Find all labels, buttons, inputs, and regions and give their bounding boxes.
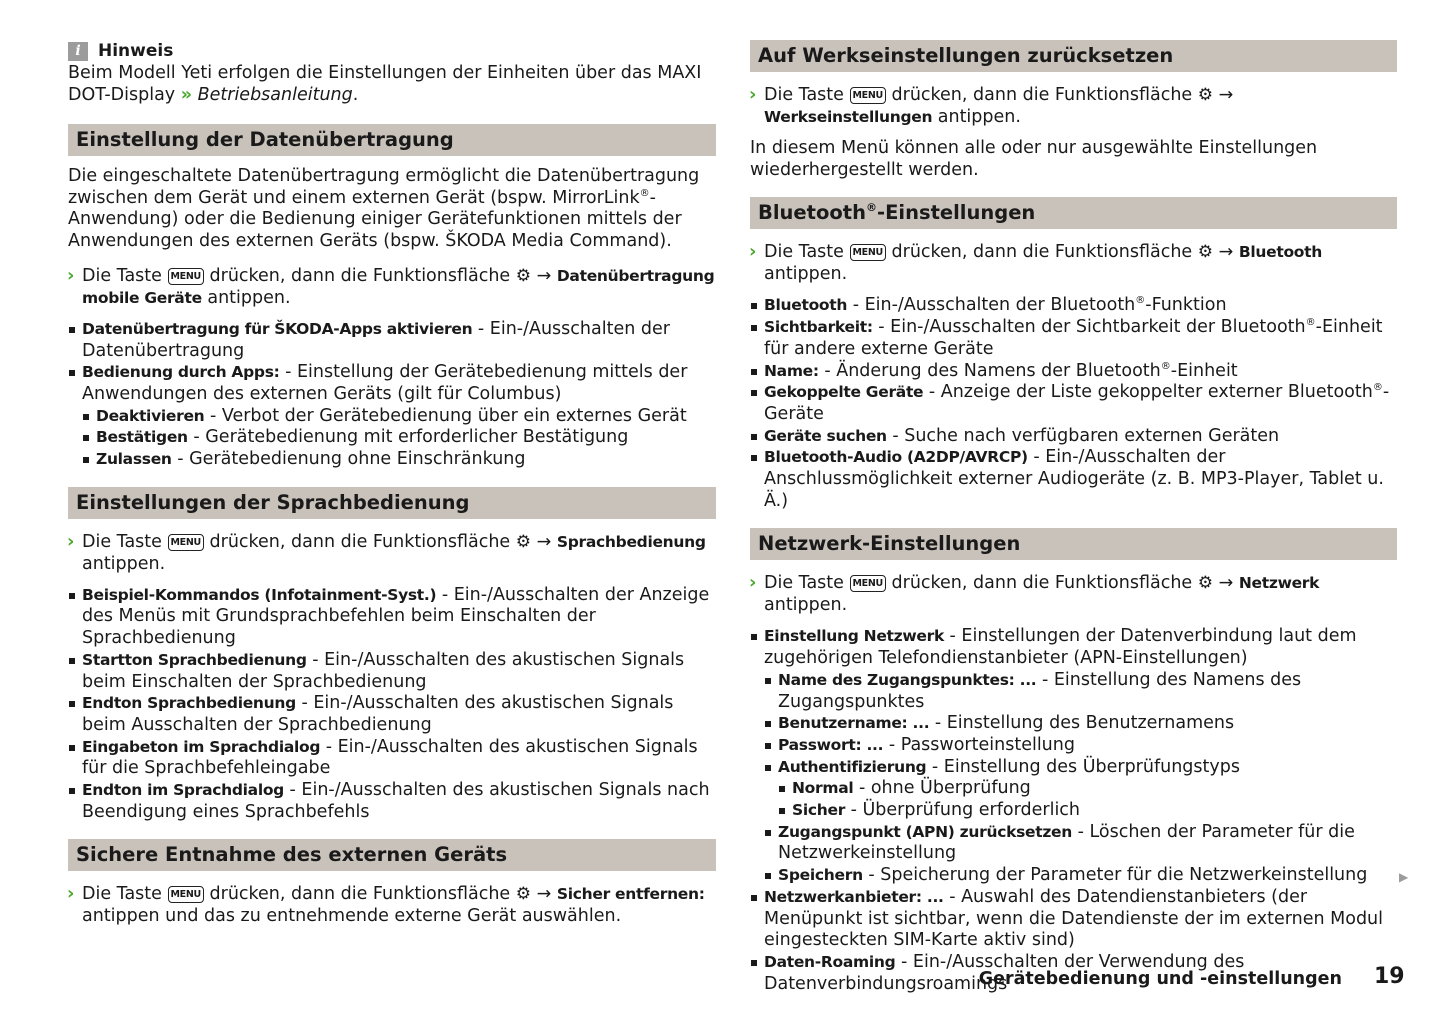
arrow-icon: →: [1218, 242, 1234, 263]
option-name: Speichern: [778, 866, 863, 885]
step-text: drücken, dann die Funktionsfläche: [891, 242, 1193, 263]
function-button-label: Sprachbedienung: [556, 532, 706, 551]
step-text: drücken, dann die Funktionsfläche: [891, 85, 1193, 105]
step-text: Die Taste: [764, 573, 844, 594]
section-heading: Netzwerk-Einstellungen: [750, 528, 1397, 560]
option-name: Passwort: ...: [778, 735, 884, 754]
option-name: Benutzername: ...: [778, 714, 930, 733]
right-column: [750, 40, 1397, 1011]
option-name: Endton Sprachbedienung: [82, 694, 296, 713]
option-name: Zulassen: [96, 450, 172, 469]
option-name: Geräte suchen: [764, 426, 887, 445]
option-name: Eingabeton im Sprachdialog: [82, 737, 321, 756]
section-sprachbedienung: [68, 487, 716, 824]
option-list: [750, 626, 1397, 995]
list-item: [778, 800, 1397, 822]
settings-gear-icon: ⚙: [515, 265, 532, 286]
step-chevron-icon: ›: [67, 530, 75, 552]
list-item: [68, 780, 716, 823]
option-description: -Einheit: [1170, 360, 1238, 381]
section-datenuebertragung: [68, 124, 716, 471]
list-item: [750, 382, 1397, 425]
step-text: Die Taste: [764, 242, 844, 263]
option-name: Datenübertragung für ŠKODA-Apps aktivieren: [82, 319, 473, 338]
option-description: - Gerätebedienung mit erforderlicher Bestätigung: [187, 427, 629, 448]
option-description: - Einstellung des Namens des Zugangspunktes: [778, 669, 1302, 712]
step-chevron-icon: ›: [749, 84, 757, 105]
menu-key-icon: MENU: [850, 244, 886, 261]
step-text: drücken, dann die Funktionsfläche: [209, 265, 511, 286]
list-item: [764, 713, 1397, 735]
option-description: - Gerätebedienung ohne Einschränkung: [171, 449, 526, 470]
option-description: -Einheit für andere externe Geräte: [764, 317, 1383, 359]
list-item: [750, 426, 1397, 448]
info-icon: i: [68, 42, 88, 61]
option-name: Sicher: [792, 801, 846, 820]
reference-chevron-icon: »: [180, 85, 193, 105]
arrow-icon: →: [1218, 573, 1234, 594]
section-heading: [750, 197, 1397, 229]
option-description: - Ein-/Ausschalten der Sichtbarkeit der Bluetooth: [872, 317, 1306, 338]
settings-gear-icon: ⚙: [515, 531, 532, 552]
instruction-step: [68, 531, 716, 575]
menu-key-icon: MENU: [850, 87, 886, 104]
section-heading: Einstellung der Datenübertragung: [68, 124, 716, 156]
list-item: [750, 887, 1397, 952]
list-item: [68, 319, 716, 362]
note-text: [68, 62, 716, 106]
list-item: [750, 447, 1397, 512]
menu-key-icon: MENU: [168, 886, 204, 903]
option-list: [68, 319, 716, 471]
option-description: - ohne Überprüfung: [853, 778, 1031, 799]
list-item: [82, 406, 716, 428]
option-description: - Ein-/Ausschalten der Datenübertragung: [82, 318, 670, 361]
registered-mark: ®: [1160, 360, 1171, 372]
option-description: - Einstellung des Überprüfungstyps: [926, 756, 1240, 777]
list-item: [750, 317, 1397, 360]
settings-gear-icon: ⚙: [1197, 573, 1214, 594]
arrow-icon: →: [536, 531, 552, 552]
option-name: Zugangspunkt (APN) zurücksetzen: [778, 822, 1073, 841]
list-item: [68, 362, 716, 405]
menu-key-icon: MENU: [168, 268, 204, 285]
menu-key-icon: MENU: [168, 534, 204, 551]
option-description: - Verbot der Gerätebedienung über ein externes Gerät: [204, 405, 687, 426]
registered-mark: ®: [1372, 382, 1383, 394]
option-name: Beispiel-Kommandos (Infotainment-Syst.): [82, 585, 437, 604]
note-title: Hinweis: [98, 41, 174, 61]
step-text: Die Taste: [764, 85, 844, 105]
footer-chapter-title: Gerätebedienung und -einstellungen: [978, 969, 1342, 989]
list-item: [764, 670, 1397, 713]
registered-mark: ®: [865, 201, 877, 215]
section-paragraph: [68, 166, 716, 253]
menu-key-icon: MENU: [850, 575, 886, 592]
option-description: - Ein-/Ausschalten des akustischen Signals beim Ausschalten der Sprachbedienung: [82, 693, 674, 735]
option-name: Sichtbarkeit:: [764, 318, 873, 337]
page-number: 19: [1374, 964, 1405, 989]
step-chevron-icon: ›: [749, 241, 757, 263]
option-description: - Suche nach verfügbaren externen Geräten: [886, 425, 1280, 446]
step-text: Die Taste: [82, 884, 162, 905]
list-item: [764, 822, 1397, 865]
option-description: - Ein-/Ausschalten der Verwendung des Datenverbindungsroamings: [764, 951, 1245, 994]
heading-text: -Einstellungen: [876, 201, 1036, 225]
list-item: [68, 737, 716, 780]
option-name: Deaktivieren: [96, 406, 205, 425]
option-name: Bluetooth: [764, 296, 848, 315]
option-name: Bluetooth-Audio (A2DP/AVRCP): [764, 448, 1028, 467]
continue-arrow-icon: ▶: [1399, 870, 1409, 884]
settings-gear-icon: ⚙: [1197, 85, 1214, 105]
section-bluetooth: [750, 197, 1397, 512]
step-text: Die Taste: [82, 265, 162, 286]
registered-mark: ®: [1135, 295, 1146, 307]
option-description: - Änderung des Namens der Bluetooth: [818, 360, 1161, 381]
option-description: - Einstellungen der Datenverbindung laut dem zugehörigen Telefondienstanbieter (APN-Einstellungen): [764, 626, 1357, 669]
function-button-label: Werkseinstellungen: [764, 108, 933, 126]
option-description: - Ein-/Ausschalten der Anschlussmöglichkeit externer Audiogeräte (z. B. MP3-Player, Tablet u. Ä.): [764, 447, 1384, 511]
instruction-step: [750, 84, 1397, 128]
note-header: [68, 40, 716, 62]
option-description: - Ein-/Ausschalten des akustischen Signals für die Sprachbefehleingabe: [82, 736, 698, 779]
option-name: Normal: [792, 779, 854, 798]
step-text: Die Taste: [82, 531, 162, 552]
note-box: [68, 40, 716, 106]
option-description: - Ein-/Ausschalten des akustischen Signals beim Einschalten der Sprachbedienung: [82, 649, 685, 692]
step-text: antippen.: [201, 287, 291, 308]
note-text-start: Beim Modell Yeti erfolgen die Einstellungen der Einheiten über das MAXI DOT-Display: [68, 63, 702, 105]
section-heading: Sichere Entnahme des externen Geräts: [68, 839, 716, 871]
step-chevron-icon: ›: [67, 883, 75, 905]
step-text: drücken, dann die Funktionsfläche: [891, 573, 1193, 594]
option-description: - Passworteinstellung: [883, 734, 1075, 755]
list-item: [764, 757, 1397, 779]
option-name: Bestätigen: [96, 428, 188, 447]
paragraph-text: Die eingeschaltete Datenübertragung ermöglicht die Datenübertragung zwischen dem Gerät und einem externen Gerät (bspw. MirrorLink: [68, 166, 700, 208]
arrow-icon: →: [536, 884, 552, 905]
option-description: -Geräte: [764, 382, 1390, 424]
option-list: [750, 295, 1397, 512]
section-heading: Auf Werkseinstellungen zurücksetzen: [750, 40, 1397, 72]
function-button-label: Sicher entfernen:: [556, 885, 705, 904]
paragraph-text: -Anwendung) oder die Bedienung einiger Gerätefunktionen mittels der Anwendungen des externen Geräts (bspw. ŠKODA Media Command).: [68, 187, 682, 252]
option-description: - Überprüfung erforderlich: [845, 800, 1081, 821]
option-name: Endton im Sprachdialog: [82, 781, 284, 800]
option-name: Name:: [764, 361, 819, 380]
option-description: - Löschen der Parameter für die Netzwerkeinstellung: [778, 821, 1355, 864]
section-werkseinstellungen: [750, 40, 1397, 181]
section-paragraph: In diesem Menü können alle oder nur ausgewählte Einstellungen wiederhergestellt werden.: [750, 138, 1318, 180]
instruction-step: [68, 883, 716, 927]
option-description: - Einstellung der Gerätebedienung mittels der Anwendungen des externen Geräts (gilt für Columbus): [82, 362, 688, 404]
option-description: -Funktion: [1145, 295, 1227, 316]
step-text: antippen.: [82, 553, 166, 574]
arrow-icon: →: [536, 265, 552, 286]
section-sichere-entnahme: [68, 839, 716, 927]
option-description: - Anzeige der Liste gekoppelter externer Bluetooth: [923, 382, 1373, 403]
settings-gear-icon: ⚙: [515, 884, 532, 905]
registered-mark: ®: [1305, 317, 1316, 329]
instruction-step: [750, 572, 1397, 616]
step-text: antippen und das zu entnehmende externe Gerät auswählen.: [82, 906, 622, 927]
list-item: [82, 449, 716, 471]
list-item: [82, 427, 716, 449]
option-name: Netzwerkanbieter: ...: [764, 887, 944, 906]
list-item: [68, 650, 716, 693]
option-name: Authentifizierung: [778, 757, 927, 776]
note-text-end: .: [352, 85, 359, 105]
option-name: Startton Sprachbedienung: [82, 650, 307, 669]
registered-mark: ®: [639, 187, 650, 199]
step-chevron-icon: ›: [67, 264, 75, 286]
section-heading: Einstellungen der Sprachbedienung: [68, 487, 716, 519]
note-reference-link[interactable]: Betriebsanleitung: [197, 85, 353, 105]
list-item: [778, 778, 1397, 800]
step-text: antippen.: [764, 264, 848, 285]
function-button-label: Datenübertragung mobile Geräte: [82, 266, 715, 307]
step-text: antippen.: [764, 595, 848, 616]
heading-text: Bluetooth: [758, 201, 866, 225]
option-description: - Ein-/Ausschalten des akustischen Signals nach Beendigung eines Sprachbefehls: [82, 780, 710, 822]
option-name: Bedienung durch Apps:: [82, 363, 280, 382]
list-item: [750, 361, 1397, 383]
option-name: Gekoppelte Geräte: [764, 383, 924, 402]
option-description: - Ein-/Ausschalten der Bluetooth: [847, 295, 1136, 316]
list-item: [764, 865, 1397, 887]
option-name: Einstellung Netzwerk: [764, 627, 944, 646]
left-column: [68, 40, 716, 943]
option-name: Name des Zugangspunktes: ...: [778, 670, 1037, 689]
settings-gear-icon: ⚙: [1197, 242, 1214, 263]
step-chevron-icon: ›: [749, 572, 757, 594]
option-name: Daten-Roaming: [764, 952, 896, 971]
list-item: [68, 585, 716, 650]
list-item: [764, 735, 1397, 757]
step-text: drücken, dann die Funktionsfläche: [209, 884, 511, 905]
step-text: drücken, dann die Funktionsfläche: [209, 531, 511, 552]
option-description: - Speicherung der Parameter für die Netzwerkeinstellung: [862, 865, 1368, 886]
list-item: [750, 626, 1397, 669]
list-item: [750, 295, 1397, 317]
option-list: [68, 585, 716, 824]
instruction-step: [750, 241, 1397, 285]
section-netzwerk: [750, 528, 1397, 995]
option-description: - Auswahl des Datendienstanbieters (der Menüpunkt ist sichtbar, wenn die Datendienste der im externen Modul eingesteckten SIM-Karte aktiv sind): [764, 886, 1384, 951]
function-button-label: Bluetooth: [1238, 243, 1322, 262]
option-description: - Einstellung des Benutzernamens: [929, 713, 1235, 734]
instruction-step: [68, 265, 716, 309]
option-description: - Ein-/Ausschalten der Anzeige des Menüs mit Grundsprachbefehlen beim Einschalten der Sprachbedienung: [82, 584, 710, 649]
step-text: antippen.: [932, 107, 1021, 127]
list-item: [68, 693, 716, 736]
arrow-icon: →: [1218, 85, 1234, 105]
function-button-label: Netzwerk: [1238, 574, 1320, 593]
